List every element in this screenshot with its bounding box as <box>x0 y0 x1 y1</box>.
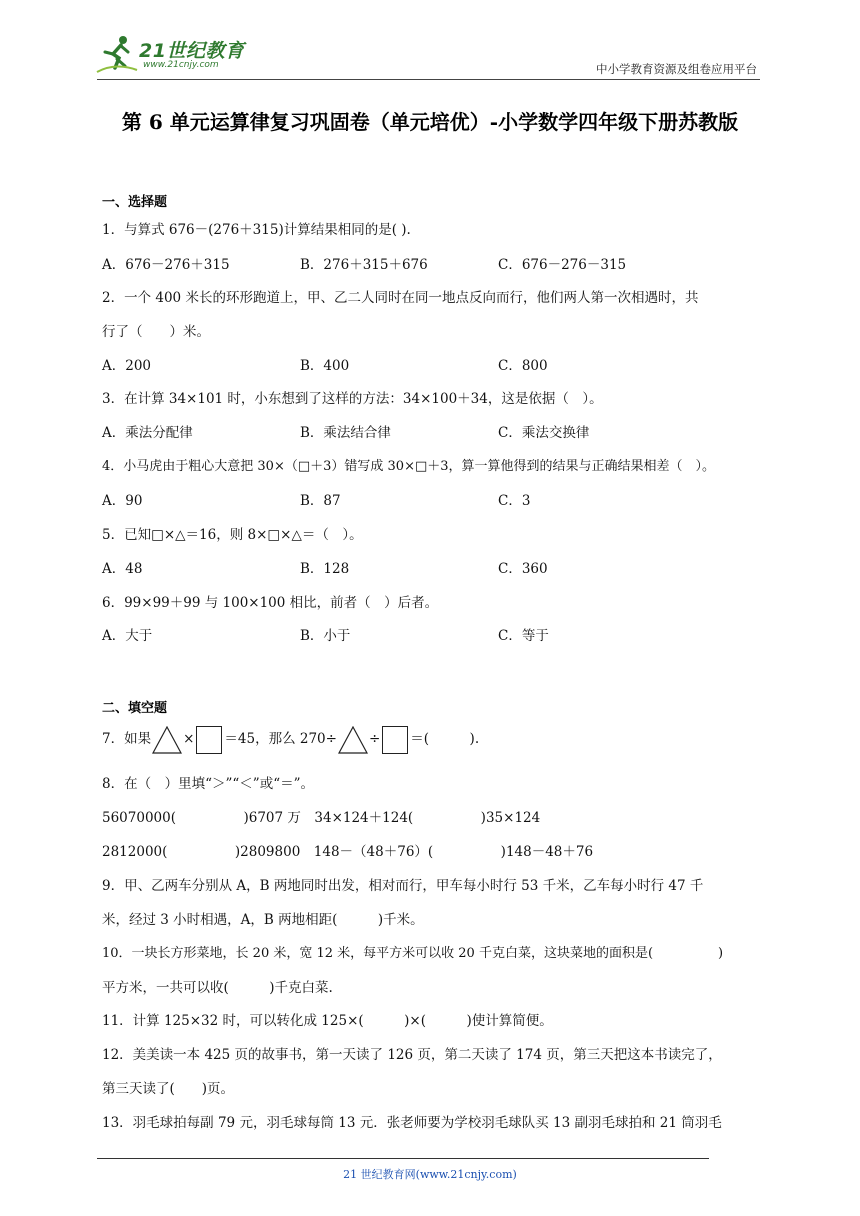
q2-option-c: C．800 <box>498 358 548 374</box>
question-9-line-2: 米，经过 3 小时相遇，A，B 两地相距( )千米。 <box>102 912 424 928</box>
question-8: 8．在（ ）里填“＞”“＜”或“＝”。 <box>102 776 314 792</box>
page-header <box>0 0 860 80</box>
section-choice-heading: 一、选择题 <box>102 195 168 210</box>
question-8-row-2: 2812000( )2809800 148－（48＋76）( )148－48＋76 <box>102 844 594 860</box>
runner-logo-icon <box>95 32 139 76</box>
q5-option-a: A．48 <box>102 561 143 577</box>
q5-option-b: B．128 <box>300 561 350 577</box>
q7-prefix: 7．如果 <box>102 731 152 747</box>
q1-option-a: A．676－276＋315 <box>102 257 230 273</box>
q4-option-b: B．87 <box>300 493 341 509</box>
square-icon <box>382 726 408 754</box>
question-12-line-2: 第三天读了( )页。 <box>102 1081 235 1097</box>
triangle-icon <box>338 726 368 754</box>
footer-divider <box>97 1158 709 1159</box>
q3-option-b: B．乘法结合律 <box>300 425 391 441</box>
q7-divide: ÷ <box>368 731 381 747</box>
q6-option-b: B．小于 <box>300 628 351 644</box>
header-divider <box>97 79 760 80</box>
logo-url: www.21cnjy.com <box>143 60 219 70</box>
q7-end: ＝( ). <box>410 731 480 747</box>
q7-middle: ＝45，那么 270÷ <box>224 731 337 747</box>
q5-option-c: C．360 <box>498 561 548 577</box>
q1-option-c: C．676－276－315 <box>498 257 627 273</box>
q1-option-b: B．276＋315＋676 <box>300 257 428 273</box>
question-11: 11．计算 125×32 时，可以转化成 125×( )×( )使计算简便。 <box>102 1013 553 1029</box>
question-4: 4．小马虎由于粗心大意把 30×（□＋3）错写成 30×□＋3，算一算他得到的结果与正确结果相差（ ）。 <box>102 459 716 474</box>
question-9-line-1: 9．甲、乙两车分别从 A，B 两地同时出发，相对而行，甲车每小时行 53 千米，乙车每小时行 47 千 <box>102 878 704 894</box>
q3-option-a: A．乘法分配律 <box>102 425 193 441</box>
question-7 <box>102 722 479 756</box>
page-footer: 21 世纪教育网(www.21cnjy.com) <box>343 1168 517 1181</box>
question-2-line-2: 行了（ ）米。 <box>102 324 210 340</box>
q4-option-a: A．90 <box>102 493 143 509</box>
question-2-line-1: 2．一个 400 米长的环形跑道上，甲、乙二人同时在同一地点反向而行，他们两人第一次相遇时，共 <box>102 290 699 306</box>
section-fill-heading: 二、填空题 <box>102 701 168 716</box>
question-10-line-1: 10．一块长方形菜地，长 20 米，宽 12 米，每平方米可以收 20 千克白菜，这块菜地的面积是( ) <box>102 946 724 961</box>
q2-option-b: B．400 <box>300 358 350 374</box>
q6-option-c: C．等于 <box>498 628 549 644</box>
q4-option-c: C．3 <box>498 493 531 509</box>
platform-name: 中小学教育资源及组卷应用平台 <box>596 62 757 76</box>
question-8-row-1: 56070000( )6707 万 34×124＋124( )35×124 <box>102 810 541 826</box>
logo-text: 21世纪教育 <box>139 40 245 62</box>
question-5: 5．已知□×△＝16，则 8×□×△＝（ ）。 <box>102 527 363 543</box>
site-logo <box>95 32 265 78</box>
page-title: 第 6 单元运算律复习巩固卷（单元培优）-小学数学四年级下册苏教版 <box>121 110 739 134</box>
question-12-line-1: 12．美美读一本 425 页的故事书，第一天读了 126 页，第二天读了 174 页，第三天把这本书读完了， <box>102 1047 722 1063</box>
triangle-icon <box>152 726 182 754</box>
square-icon <box>196 726 222 754</box>
question-3: 3．在计算 34×101 时，小东想到了这样的方法：34×100＋34，这是依据（ ）。 <box>102 391 603 407</box>
q2-option-a: A．200 <box>102 358 152 374</box>
question-13: 13．羽毛球拍每副 79 元，羽毛球每筒 13 元．张老师要为学校羽毛球队买 13 副羽毛球拍和 21 筒羽毛 <box>102 1115 722 1131</box>
q6-option-a: A．大于 <box>102 628 153 644</box>
q3-option-c: C．乘法交换律 <box>498 425 590 441</box>
question-1: 1．与算式 676－(276＋315)计算结果相同的是( ). <box>102 222 411 238</box>
q7-times: × <box>183 731 195 747</box>
question-6: 6．99×99＋99 与 100×100 相比，前者（ ）后者。 <box>102 595 439 611</box>
question-10-line-2: 平方米，一共可以收( )千克白菜. <box>102 980 333 996</box>
